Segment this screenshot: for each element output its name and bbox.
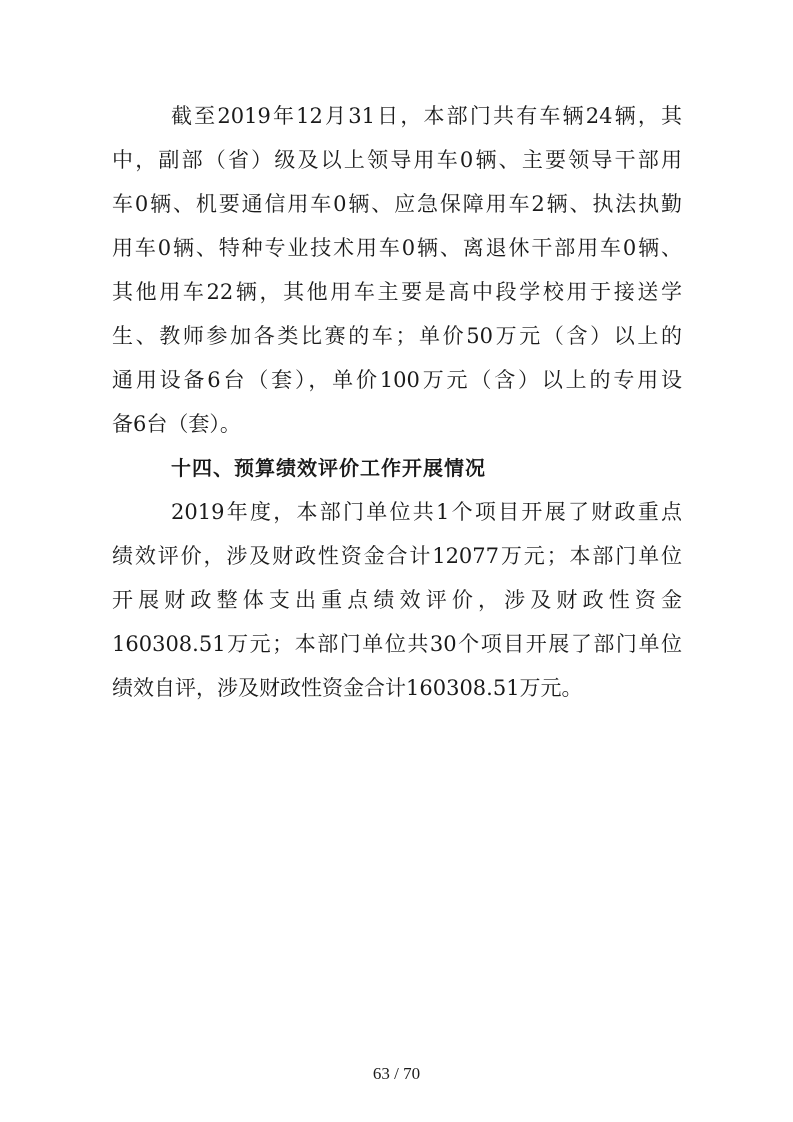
paragraph-vehicles-line-6: 生、教师参加各类比赛的车；单价50万元（含）以上的 [112,324,682,348]
paragraph-performance-line-3: 开展财政整体支出重点绩效评价，涉及财政性资金 [112,588,682,612]
paragraph-vehicles-line-5: 其他用车22辆，其他用车主要是高中段学校用于接送学 [112,280,682,304]
paragraph-vehicles-line-3: 车0辆、机要通信用车0辆、应急保障用车2辆、执法执勤 [112,192,682,216]
section-heading: 十四、预算绩效评价工作开展情况 [171,456,486,480]
paragraph-performance-line-1: 2019年度，本部门单位共1个项目开展了财政重点 [171,500,682,524]
paragraph-vehicles-line-4: 用车0辆、特种专业技术用车0辆、离退休干部用车0辆、 [112,236,682,260]
paragraph-performance-line-5: 绩效自评，涉及财政性资金合计160308.51万元。 [112,676,583,700]
paragraph-vehicles-line-8: 备6台（套）。 [112,412,241,436]
paragraph-performance-line-4: 160308.51万元；本部门单位共30个项目开展了部门单位 [112,632,682,656]
page-number: 63 / 70 [372,1064,421,1083]
paragraph-vehicles-line-7: 通用设备6台（套），单价100万元（含）以上的专用设 [112,368,682,392]
paragraph-performance-line-2: 绩效评价，涉及财政性资金合计12077万元；本部门单位 [112,544,682,568]
paragraph-vehicles-line-2: 中，副部（省）级及以上领导用车0辆、主要领导干部用 [112,148,682,172]
paragraph-vehicles-line-1: 截至2019年12月31日，本部门共有车辆24辆，其 [171,104,682,128]
